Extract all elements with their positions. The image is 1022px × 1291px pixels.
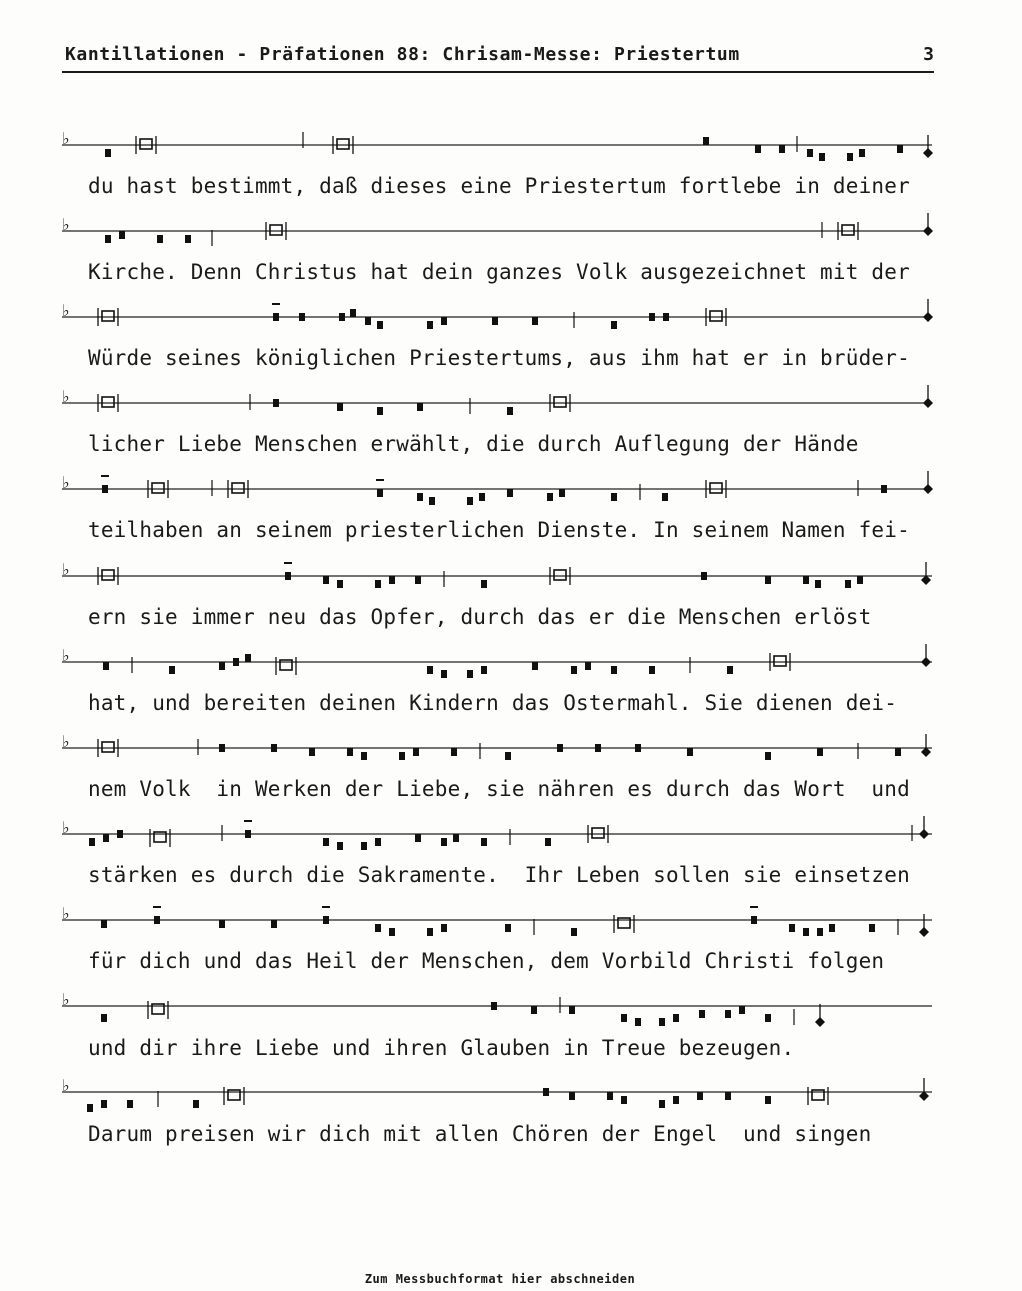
- lyric-line: du hast bestimmt, daß dieses eine Priestertum fortlebe in deiner: [88, 174, 910, 198]
- chant-note: [193, 1100, 199, 1108]
- flat-clef-icon: ♭: [62, 732, 70, 751]
- lyric-line: teilhaben an seinem priesterlichen Dienste. In seinem Namen fei-: [88, 518, 910, 542]
- chant-note: [607, 1092, 613, 1100]
- lyric-line: ern sie immer neu das Opfer, durch das er die Menschen erlöst: [88, 605, 872, 629]
- lyric-line: stärken es durch die Sakramente. Ihr Leben sollen sie einsetzen: [88, 863, 910, 887]
- flat-clef-icon: ♭: [62, 560, 70, 579]
- lyric-line: hat, und bereiten deinen Kindern das Ostermahl. Sie dienen dei-: [88, 691, 898, 715]
- flat-clef-icon: ♭: [62, 646, 70, 665]
- chant-note: [87, 1104, 93, 1112]
- flat-clef-icon: ♭: [62, 387, 70, 406]
- flat-clef-icon: ♭: [62, 990, 70, 1009]
- flat-clef-icon: ♭: [62, 129, 70, 148]
- chant-note: [697, 1092, 703, 1100]
- chant-note: [673, 1096, 679, 1104]
- lyric-line: Würde seines königlichen Priestertums, aus ihm hat er in brüder-: [88, 346, 910, 370]
- flat-clef-icon: ♭: [62, 215, 70, 234]
- chant-note: [659, 1100, 665, 1108]
- chant-note: [569, 1092, 575, 1100]
- chant-note: [621, 1096, 627, 1104]
- flat-clef-icon: ♭: [62, 301, 70, 320]
- chant-note: [101, 1100, 107, 1108]
- lyric-line: Darum preisen wir dich mit allen Chören der Engel und singen: [88, 1122, 872, 1146]
- chant-note: [765, 1096, 771, 1104]
- chant-note: [127, 1100, 133, 1108]
- lyric-line: nem Volk in Werken der Liebe, sie nähren es durch das Wort und: [88, 777, 910, 801]
- page-number: 3: [923, 44, 934, 65]
- flat-clef-icon: ♭: [62, 818, 70, 837]
- chant-note: [543, 1088, 549, 1096]
- cut-line-note: Zum Messbuchformat hier abschneiden: [364, 1272, 636, 1286]
- flat-clef-icon: ♭: [62, 904, 70, 923]
- lyric-line: Kirche. Denn Christus hat dein ganzes Volk ausgezeichnet mit der: [88, 260, 910, 284]
- lyric-line: für dich und das Heil der Menschen, dem Vorbild Christi folgen: [88, 949, 885, 973]
- chant-note: [725, 1092, 731, 1100]
- page-header-title: Kantillationen - Präfationen 88: Chrisam-Messe: Priestertum: [65, 44, 740, 65]
- flat-clef-icon: ♭: [62, 473, 70, 492]
- lyric-line: und dir ihre Liebe und ihren Glauben in Treue bezeugen.: [88, 1036, 795, 1060]
- lyric-line: licher Liebe Menschen erwählt, die durch Auflegung der Hände: [88, 432, 859, 456]
- flat-clef-icon: ♭: [62, 1076, 70, 1095]
